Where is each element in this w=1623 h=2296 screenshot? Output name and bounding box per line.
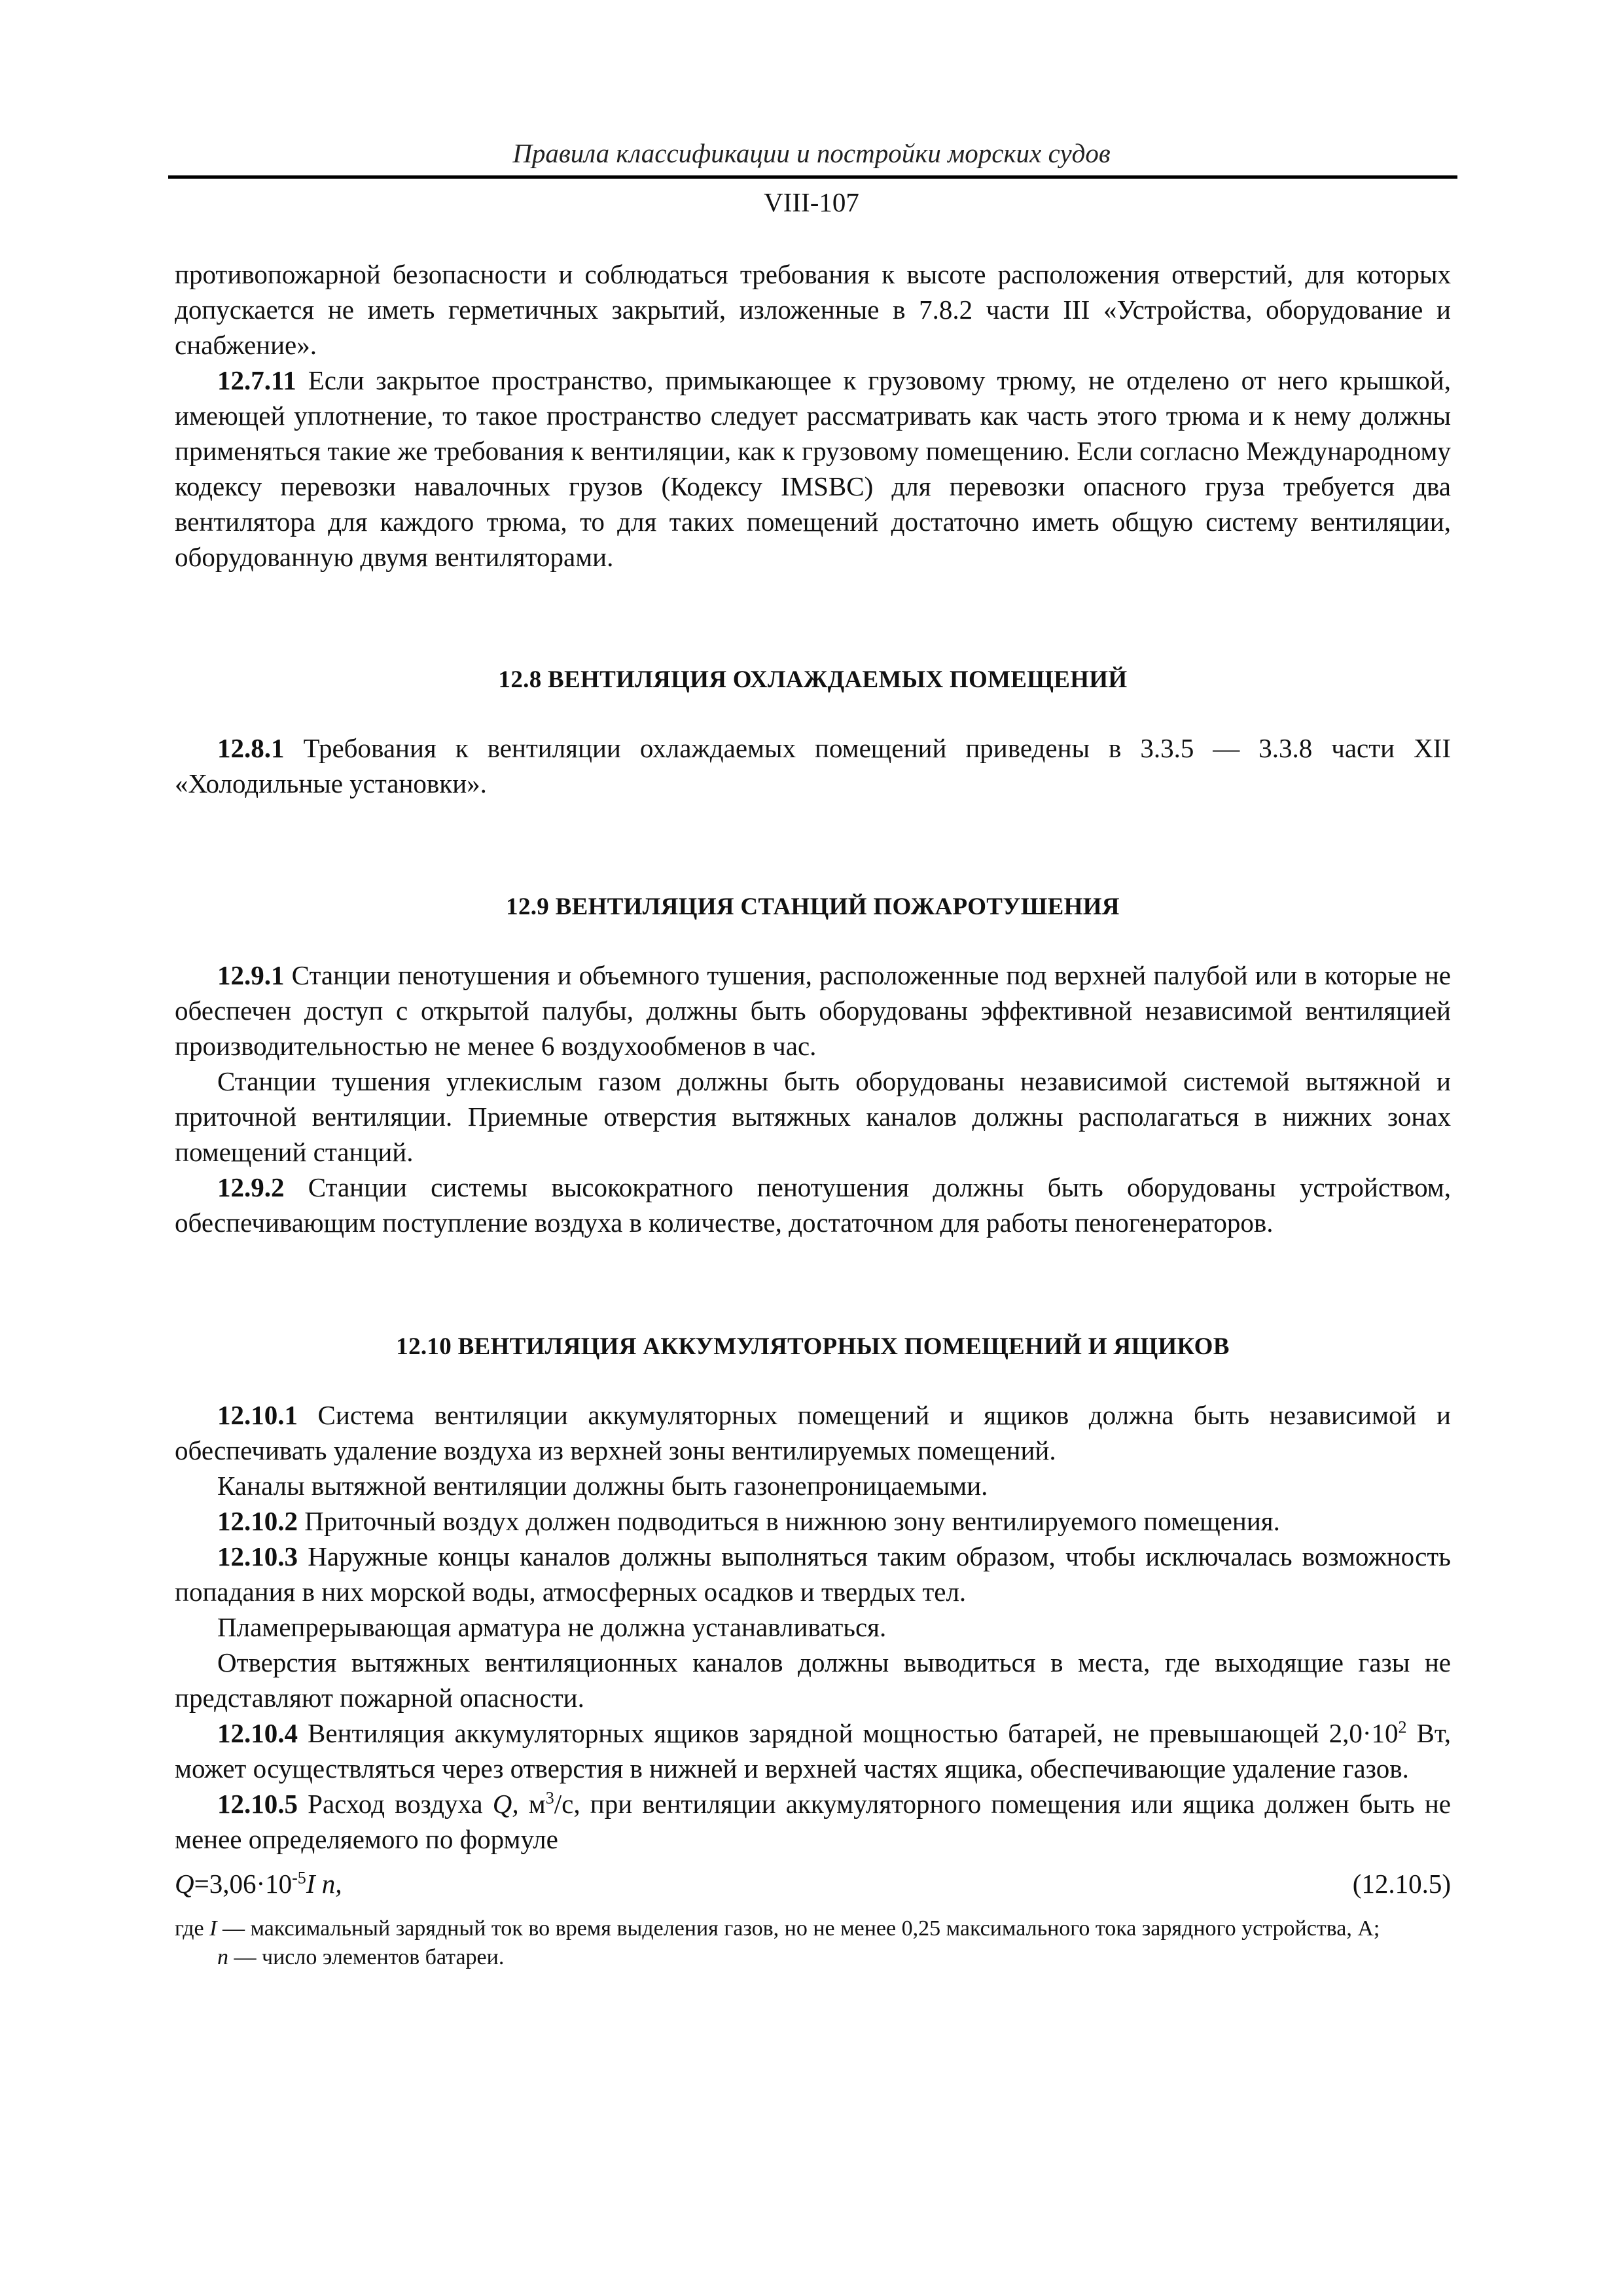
- legend-description-i: — максимальный зарядный ток во время выделения газов, но не менее 0,25 максимального тока зарядного устройства, А;: [217, 1916, 1380, 1941]
- paragraph-continued: противопожарной безопасности и соблюдаться требования к высоте расположения отверстий, для которых допускается не иметь герметичных закрытий, изложенные в 7.8.2 части III «Устройства, оборудование и снабжение».: [175, 259, 1451, 360]
- paragraph-12-9-1: [175, 958, 1451, 1064]
- paragraph-12-10-1: [175, 1397, 1451, 1468]
- formula-coefficient: =3,06·10: [194, 1869, 293, 1899]
- legend-text-n: [217, 1943, 1451, 1972]
- clause-number: 12.10.1: [217, 1400, 298, 1430]
- exponent: 3: [545, 1788, 554, 1808]
- formula-symbol-n: n,: [315, 1869, 342, 1899]
- paragraph-12-7-11: [175, 363, 1451, 575]
- formula-exponent: -5: [292, 1868, 306, 1888]
- legend-symbol-n: n: [217, 1945, 228, 1969]
- clause-number: 12.9.2: [217, 1172, 285, 1202]
- legend-symbol-i: I: [209, 1916, 217, 1941]
- paragraph-12-10-3: [175, 1539, 1451, 1609]
- exponent: 2: [1398, 1717, 1407, 1737]
- paragraph-text: Станции пенотушения и объемного тушения, расположенные под верхней палубой или в которые не обеспечен доступ с открытой палубы, должны быть оборудованы эффективной независимой вентиляцией производительностью не менее 6 воздухообменов в час.: [175, 960, 1451, 1061]
- clause-number: 12.10.2: [217, 1506, 298, 1536]
- symbol-q: Q,: [492, 1789, 519, 1819]
- clause-number: 12.10.4: [217, 1718, 298, 1748]
- formula: [175, 1866, 342, 1901]
- page-number: VIII-107: [764, 187, 859, 217]
- paragraph-text: Станции системы высокократного пенотушения должны быть оборудованы устройством, обеспечивающим поступление воздуха в количестве, достаточном для работы пеногенераторов.: [175, 1172, 1451, 1238]
- section-heading-12-10: 12.10 ВЕНТИЛЯЦИЯ АККУМУЛЯТОРНЫХ ПОМЕЩЕНИЙ И ЯЩИКОВ: [396, 1333, 1230, 1360]
- clause-number: 12.7.11: [217, 365, 296, 395]
- legend-description-n: — число элементов батареи.: [228, 1945, 505, 1969]
- paragraph-12-10-3-outlets: Отверстия вытяжных вентиляционных каналов должны выводиться в места, где выходящие газы не представляют пожарной опасности.: [175, 1647, 1451, 1713]
- paragraph-12-10-4: [175, 1715, 1451, 1786]
- paragraph-text-cont: /с, при вентиляции аккумуляторного помещения или ящика должен быть не менее определяемого по формуле: [175, 1789, 1452, 1854]
- section-heading-12-9: 12.9 ВЕНТИЛЯЦИЯ СТАНЦИЙ ПОЖАРОТУШЕНИЯ: [506, 893, 1120, 920]
- section-heading-12-8: 12.8 ВЕНТИЛЯЦИЯ ОХЛАЖДАЕМЫХ ПОМЕЩЕНИЙ: [498, 666, 1128, 693]
- running-title: Правила классификации и постройки морских судов: [512, 138, 1111, 168]
- paragraph-12-10-2: [175, 1503, 1451, 1539]
- header-rule: [168, 175, 1457, 179]
- formula-legend: [175, 1914, 1451, 1972]
- paragraph-text: Система вентиляции аккумуляторных помещений и ящиков должна быть независимой и обеспечивать удаление воздуха из верхней зоны вентилируемых помещений.: [175, 1400, 1451, 1465]
- legend-row-n: [175, 1943, 1451, 1972]
- paragraph-text: Требования к вентиляции охлаждаемых помещений приведены в 3.3.5 — 3.3.8 части XII «Холодильные установки».: [175, 733, 1451, 798]
- clause-number: 12.10.5: [217, 1789, 298, 1819]
- legend-row-i: [175, 1914, 1451, 1943]
- formula-symbol-i: I: [306, 1869, 315, 1899]
- paragraph-12-10-3-flame: Пламепрерывающая арматура не должна устанавливаться.: [217, 1612, 887, 1642]
- main-content: [175, 257, 1451, 1972]
- paragraph-text-cont: Вт, может осуществляться через отверстия в нижней и верхней частях ящика, обеспечивающие удаление газов.: [175, 1718, 1451, 1784]
- formula-row: [175, 1866, 1451, 1901]
- paragraph-text: Расход воздуха: [298, 1789, 493, 1819]
- paragraph-text: Если закрытое пространство, примыкающее к грузовому трюму, не отделено от него крышкой, имеющей уплотнение, то такое пространство следует рассматривать как часть этого трюма и к нему должны применяться такие же требования к вентиляции, как к грузовому помещению. Если согласно Международному кодексу перевозки навалочных грузов (Кодексу IMSBC) для перевозки опасного груза требуется два вентилятора для каждого трюма, то для таких помещений достаточно иметь общую систему вентиляции, оборудованную двумя вентиляторами.: [175, 365, 1451, 572]
- paragraph-12-9-2: [175, 1170, 1451, 1240]
- clause-number: 12.9.1: [217, 960, 285, 990]
- paragraph-text: Наружные концы каналов должны выполняться таким образом, чтобы исключалась возможность попадания в них морской воды, атмосферных осадков и твердых тел.: [175, 1541, 1451, 1607]
- paragraph-text: Вентиляция аккумуляторных ящиков зарядной мощностью батарей, не превышающей 2,0·10: [298, 1718, 1399, 1748]
- paragraph-12-10-5: [175, 1786, 1451, 1857]
- clause-number: 12.10.3: [217, 1541, 298, 1571]
- unit-text: м: [518, 1789, 546, 1819]
- formula-number: (12.10.5): [1352, 1869, 1451, 1899]
- paragraph-text: Приточный воздух должен подводиться в нижнюю зону вентилируемого помещения.: [298, 1506, 1280, 1536]
- legend-where: где: [175, 1916, 210, 1941]
- legend-text-i: [209, 1914, 1451, 1943]
- formula-symbol-q: Q: [175, 1869, 194, 1899]
- paragraph-12-10-1-ducts: Каналы вытяжной вентиляции должны быть газонепроницаемыми.: [217, 1471, 988, 1501]
- clause-number: 12.8.1: [217, 733, 285, 763]
- paragraph-12-9-1-co2: Станции тушения углекислым газом должны быть оборудованы независимой системой вытяжной и приточной вентиляции. Приемные отверстия вытяжных каналов должны располагаться в нижних зонах помещений станций.: [175, 1066, 1451, 1167]
- paragraph-12-8-1: [175, 730, 1451, 801]
